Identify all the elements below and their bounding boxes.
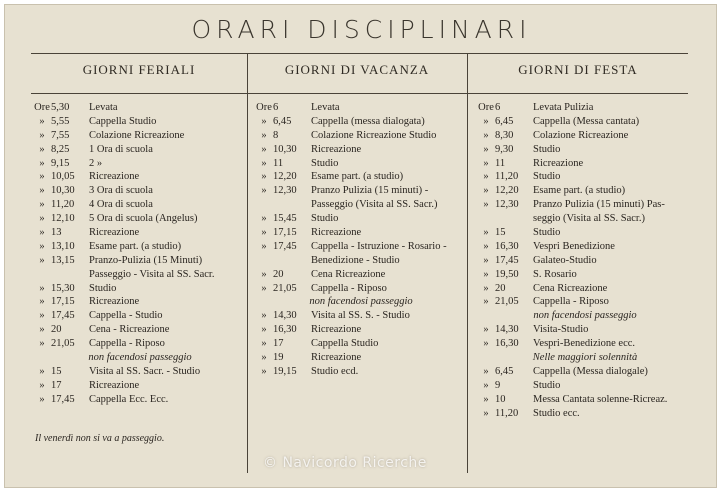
- row-activity: Cappella Studio: [311, 338, 379, 350]
- row-time: 10,05: [51, 171, 75, 183]
- row-time: 8,30: [495, 129, 514, 141]
- row-activity: Studio: [311, 213, 339, 225]
- schedule-row: [33, 365, 247, 379]
- row-activity: Colazione Ricreazione: [533, 129, 629, 141]
- row-time: 19: [273, 352, 284, 364]
- schedule-row: [477, 254, 693, 268]
- heading-vacanza: GIORNI DI VACANZA: [284, 62, 430, 77]
- row-marker: »: [261, 324, 267, 336]
- schedule-continuation: Passeggio (Visita al SS. Sacr.): [311, 199, 438, 211]
- row-time: 6: [495, 102, 501, 113]
- schedule-row: [33, 115, 247, 129]
- schedule-row: [33, 170, 247, 184]
- schedule-row: [33, 240, 247, 254]
- schedule-row: [33, 198, 247, 212]
- watermark: © Navicordo Ricerche: [263, 455, 427, 471]
- schedule-row: [33, 212, 247, 226]
- row-activity: Cappella (Messa dialogale): [533, 365, 648, 377]
- row-time: 16,30: [273, 324, 297, 336]
- row-activity: Cappella Studio: [89, 115, 157, 127]
- row-time: 11,20: [495, 407, 519, 419]
- row-marker: »: [39, 213, 45, 225]
- schedule-row: [255, 365, 467, 379]
- page-title: ORARI DISCIPLINARI: [191, 15, 532, 44]
- row-activity: Pranzo-Pulizia (15 Minuti): [89, 254, 203, 266]
- row-time: 15,30: [51, 282, 75, 294]
- row-marker: »: [261, 227, 267, 239]
- schedule-row: [255, 240, 467, 254]
- schedule-row: [33, 157, 247, 171]
- row-activity: Cappella - Riposo: [311, 282, 387, 294]
- row-activity: Visita al SS. S. - Studio: [311, 310, 410, 322]
- schedule-row: [477, 157, 693, 171]
- row-time: 15,45: [273, 213, 297, 225]
- row-activity: Studio: [89, 282, 117, 294]
- row-activity: Ricreazione: [311, 324, 362, 336]
- row-activity: Studio: [533, 143, 561, 155]
- row-time: 6,45: [495, 115, 514, 127]
- schedule-row: [255, 157, 467, 171]
- row-marker: »: [483, 143, 489, 155]
- row-marker: »: [483, 268, 489, 280]
- row-activity: Cappella Ecc. Ecc.: [89, 393, 169, 405]
- row-activity: Ricreazione: [311, 352, 362, 364]
- schedule-row: [33, 309, 247, 323]
- row-time: 21,05: [51, 338, 75, 350]
- schedule-row: [33, 323, 247, 337]
- row-activity: S. Rosario: [533, 268, 577, 280]
- row-marker: »: [261, 115, 267, 127]
- row-time: 11: [273, 157, 284, 169]
- schedule-row: [477, 268, 693, 282]
- row-time: 17,45: [495, 254, 519, 266]
- heading-feriali: GIORNI FERIALI: [82, 62, 196, 77]
- schedule-continuation: Passeggio - Visita al SS. Sacr.: [89, 268, 215, 280]
- row-activity: Ricreazione: [89, 171, 140, 183]
- row-time: 17: [273, 338, 284, 350]
- row-marker: »: [483, 171, 489, 183]
- row-marker: »: [261, 365, 267, 377]
- row-activity: Visita-Studio: [533, 324, 589, 336]
- schedule-row: [255, 309, 467, 323]
- schedule-row: [477, 129, 693, 143]
- row-time: 13,15: [51, 254, 75, 266]
- row-marker: »: [483, 393, 489, 405]
- schedule-row: [477, 198, 693, 212]
- row-marker: »: [483, 338, 489, 350]
- row-time: 12,30: [495, 199, 519, 211]
- row-activity: 2 »: [89, 157, 103, 169]
- row-activity: Esame part. (a studio): [89, 240, 182, 252]
- row-activity: 4 Ora di scuola: [89, 199, 153, 211]
- schedule-row: [255, 323, 467, 337]
- schedule-row: [477, 101, 693, 115]
- schedule-row: [33, 282, 247, 296]
- schedule-row: [33, 337, 247, 351]
- section-subheading: Nelle maggiori solennità: [532, 352, 638, 364]
- row-activity: Visita al SS. Sacr. - Studio: [89, 365, 201, 377]
- schedule-row: [33, 101, 247, 115]
- schedule-row: [255, 226, 467, 240]
- row-time: 13,10: [51, 240, 75, 252]
- schedule-continuation: seggio (Visita al SS. Sacr.): [533, 213, 645, 225]
- row-activity: Levata: [311, 102, 340, 113]
- row-marker: »: [261, 157, 267, 169]
- row-time: 17,45: [51, 310, 75, 322]
- row-marker: »: [39, 227, 45, 239]
- row-time: 14,30: [273, 310, 297, 322]
- schedule-row: [255, 184, 467, 198]
- row-activity: Levata: [89, 102, 118, 113]
- row-marker: »: [483, 185, 489, 197]
- row-activity: Esame part. (a studio): [533, 185, 626, 197]
- row-activity: Studio ecc.: [533, 407, 580, 419]
- row-marker: »: [261, 240, 267, 252]
- row-time: 6,45: [495, 365, 514, 377]
- row-marker: »: [261, 352, 267, 364]
- schedule-row: [477, 337, 693, 351]
- row-activity: Ricreazione: [311, 227, 362, 239]
- row-activity: Cappella - Riposo: [533, 296, 609, 308]
- document-page: [4, 4, 717, 488]
- row-time: 17,45: [51, 393, 75, 405]
- row-marker: »: [483, 199, 489, 211]
- row-activity: Cappella - Riposo: [89, 338, 165, 350]
- schedule-row: [477, 407, 693, 421]
- row-marker: »: [483, 407, 489, 419]
- row-activity: Ricreazione: [89, 379, 140, 391]
- row-activity: Vespri Benedizione: [533, 240, 615, 252]
- row-time: 10,30: [273, 143, 297, 155]
- row-time: 11,20: [495, 171, 519, 183]
- row-time: 17: [51, 379, 62, 391]
- row-marker: »: [483, 282, 489, 294]
- row-activity: Galateo-Studio: [533, 254, 597, 266]
- schedule-row: [477, 170, 693, 184]
- row-activity: Pranzo Pulizia (15 minuti) Pas-: [533, 199, 665, 211]
- row-marker: »: [39, 393, 45, 405]
- row-activity: Ricreazione: [89, 227, 140, 239]
- row-marker: »: [39, 282, 45, 294]
- row-time: 20: [495, 282, 506, 294]
- row-marker: »: [39, 240, 45, 252]
- schedule-row: [33, 129, 247, 143]
- schedule-row: [33, 295, 247, 309]
- row-activity: Messa Cantata solenne-Ricreaz.: [533, 393, 668, 405]
- schedule-row: [477, 365, 693, 379]
- row-marker: »: [483, 157, 489, 169]
- row-time: 10: [495, 393, 506, 405]
- row-activity: Studio: [533, 171, 561, 183]
- row-time: 6,45: [273, 115, 292, 127]
- row-activity: Esame part. (a studio): [311, 171, 404, 183]
- row-marker: »: [39, 157, 45, 169]
- row-time: 5,30: [51, 102, 70, 113]
- schedule-festa: [477, 101, 693, 420]
- row-time: 19,15: [273, 365, 297, 377]
- row-activity: Levata Pulizia: [533, 102, 594, 113]
- schedule-row: [477, 282, 693, 296]
- footnote-friday: Il venerdì non si va a passeggio.: [35, 433, 165, 444]
- row-activity: Studio: [533, 227, 561, 239]
- row-marker: »: [261, 282, 267, 294]
- row-time: 8: [273, 129, 279, 141]
- schedule-row: [477, 323, 693, 337]
- row-time: 17,15: [273, 227, 297, 239]
- row-marker: »: [39, 310, 45, 322]
- top-rule: [31, 53, 688, 54]
- row-time: 20: [51, 324, 62, 336]
- schedule-row: [477, 240, 693, 254]
- schedule-row: [477, 226, 693, 240]
- row-activity: Ricreazione: [311, 143, 362, 155]
- row-time: 12,20: [495, 185, 519, 197]
- row-marker: »: [39, 143, 45, 155]
- row-time: 14,30: [495, 324, 519, 336]
- row-activity: Studio: [533, 379, 561, 391]
- schedule-row: [477, 184, 693, 198]
- row-activity: 3 Ora di scuola: [89, 185, 153, 197]
- row-marker: »: [39, 199, 45, 211]
- row-activity: Studio: [311, 157, 339, 169]
- row-time: 19,50: [495, 268, 519, 280]
- row-time: 11: [495, 157, 506, 169]
- schedule-row: [255, 115, 467, 129]
- schedule-row: [477, 143, 693, 157]
- row-activity: Vespri-Benedizione ecc.: [533, 338, 636, 350]
- row-marker: »: [39, 171, 45, 183]
- row-marker: »: [39, 365, 45, 377]
- row-time: 9,15: [51, 157, 70, 169]
- row-marker: Ore: [256, 102, 272, 113]
- row-time: 15: [51, 365, 62, 377]
- row-time: 21,05: [495, 296, 519, 308]
- schedule-row: [255, 212, 467, 226]
- row-time: 16,30: [495, 240, 519, 252]
- row-time: 5,55: [51, 115, 70, 127]
- schedule-row: [33, 393, 247, 407]
- column-divider-2: [467, 53, 468, 473]
- row-activity: Cappella - Istruzione - Rosario -: [311, 240, 447, 252]
- row-marker: »: [261, 213, 267, 225]
- row-marker: »: [39, 296, 45, 308]
- row-marker: »: [483, 365, 489, 377]
- row-marker: »: [39, 324, 45, 336]
- row-marker: »: [483, 324, 489, 336]
- row-time: 17,45: [273, 240, 297, 252]
- row-marker: »: [261, 143, 267, 155]
- schedule-row: [33, 143, 247, 157]
- row-marker: »: [261, 338, 267, 350]
- row-marker: »: [261, 129, 267, 141]
- row-activity: Cena - Ricreazione: [89, 324, 170, 336]
- row-time: 21,05: [273, 282, 297, 294]
- schedule-continuation: Benedizione - Studio: [311, 254, 400, 266]
- row-time: 12,10: [51, 213, 75, 225]
- row-marker: »: [39, 254, 45, 266]
- row-time: 6: [273, 102, 279, 113]
- row-marker: »: [39, 129, 45, 141]
- schedule-row: [33, 184, 247, 198]
- row-activity: Studio ecd.: [311, 365, 359, 377]
- schedule-row: [255, 101, 467, 115]
- schedule-row: [33, 254, 247, 268]
- schedule-row: [477, 393, 693, 407]
- section-subheading: non facendosi passeggio: [309, 296, 413, 308]
- row-marker: »: [483, 115, 489, 127]
- schedule-row: [255, 337, 467, 351]
- row-time: 20: [273, 268, 284, 280]
- row-activity: Ricreazione: [89, 296, 140, 308]
- row-time: 11,20: [51, 199, 75, 211]
- row-marker: »: [483, 254, 489, 266]
- row-marker: »: [261, 185, 267, 197]
- schedule-row: [255, 143, 467, 157]
- schedule-row: [33, 226, 247, 240]
- section-subheading: non facendosi passeggio: [88, 352, 192, 364]
- row-marker: »: [483, 379, 489, 391]
- row-activity: Pranzo Pulizia (15 minuti) -: [311, 185, 429, 197]
- schedule-row: [255, 351, 467, 365]
- row-activity: Ricreazione: [533, 157, 584, 169]
- column-divider-1: [247, 53, 248, 473]
- row-marker: Ore: [34, 102, 50, 113]
- row-marker: »: [483, 240, 489, 252]
- row-time: 16,30: [495, 338, 519, 350]
- header-rule: [31, 93, 688, 94]
- row-time: 7,55: [51, 129, 70, 141]
- row-time: 8,25: [51, 143, 70, 155]
- row-marker: »: [261, 268, 267, 280]
- schedule-row: [255, 282, 467, 296]
- row-time: 15: [495, 227, 506, 239]
- row-marker: »: [483, 129, 489, 141]
- row-time: 10,30: [51, 185, 75, 197]
- row-time: 9: [495, 379, 501, 391]
- row-time: 12,30: [273, 185, 297, 197]
- schedule-row: [255, 170, 467, 184]
- row-marker: »: [39, 338, 45, 350]
- schedule-row: [477, 379, 693, 393]
- row-activity: Colazione Ricreazione: [89, 129, 185, 141]
- row-time: 17,15: [51, 296, 75, 308]
- row-marker: »: [261, 171, 267, 183]
- row-time: 12,20: [273, 171, 297, 183]
- row-activity: Cena Ricreazione: [533, 282, 608, 294]
- row-marker: »: [39, 379, 45, 391]
- row-activity: Cappella (Messa cantata): [533, 115, 640, 127]
- schedule-row: [255, 129, 467, 143]
- row-marker: »: [261, 310, 267, 322]
- row-marker: Ore: [478, 102, 494, 113]
- row-activity: 1 Ora di scuola: [89, 143, 153, 155]
- schedule-row: [255, 268, 467, 282]
- schedule-vacanza: [255, 101, 467, 379]
- row-activity: Cappella (messa dialogata): [311, 115, 425, 127]
- row-activity: Colazione Ricreazione Studio: [311, 129, 437, 141]
- row-activity: Cena Ricreazione: [311, 268, 386, 280]
- schedule-row: [477, 115, 693, 129]
- schedule-row: [33, 379, 247, 393]
- row-marker: »: [483, 227, 489, 239]
- row-marker: »: [483, 296, 489, 308]
- schedule-feriali: [33, 101, 247, 407]
- section-subheading: non facendosi passeggio: [533, 310, 637, 322]
- row-time: 9,30: [495, 143, 514, 155]
- row-activity: Cappella - Studio: [89, 310, 163, 322]
- row-marker: »: [39, 115, 45, 127]
- row-marker: »: [39, 185, 45, 197]
- heading-festa: GIORNI DI FESTA: [518, 62, 638, 77]
- schedule-row: [477, 295, 693, 309]
- row-time: 13: [51, 227, 62, 239]
- row-activity: 5 Ora di scuola (Angelus): [89, 213, 198, 225]
